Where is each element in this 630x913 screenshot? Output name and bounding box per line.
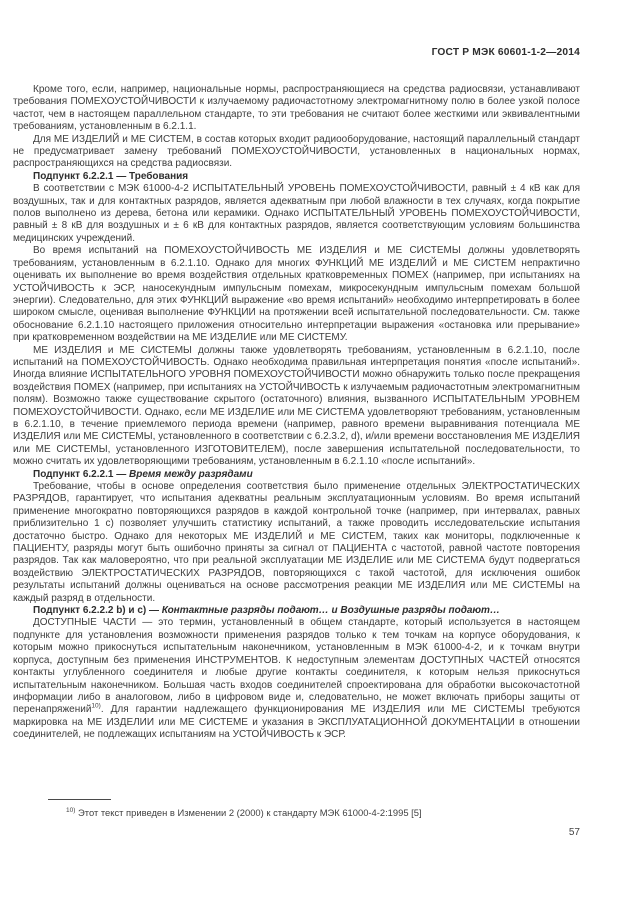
paragraph: Требование, чтобы в основе определения соответствия было применение отдельных ЭЛЕКТРОСТАТИЧЕСКИХ РАЗРЯДОВ, гарантирует, что испытания адекватны реальным эксплуатационным условиям. Во время испытаний применение многократно повторяющихся разрядов в каждой контрольной точке (например, при интервалах, равных приблизительно 1 с) позволяет улучшить статистику испытаний, а также проводить исследовательские испытания достаточно быстро. Однако для некоторых МЕ ИЗДЕЛИЙ и МЕ СИСТЕМ, таких как мониторы, подключенные к ПАЦИЕНТУ, разряды могут быть ошибочно приняты за сигнал от ПАЦИЕНТА с частотой, равной частоте повторения разрядов. Так как маловероятно, что при реальной эксплуатации МЕ ИЗДЕЛИЕ или МЕ СИСТЕМА будут подвергаться воздействию ЭЛЕКТРОСТАТИЧЕСКИХ РАЗРЯДОВ, повторяющихся с такой частотой, для исключения ошибок результаты испытаний должны оцениваться на основе рассмотрения реакции МЕ ИЗДЕЛИЯ или МЕ СИСТЕМЫ на каждый разряд в отдельности. <box>13 481 580 604</box>
footnote-block <box>13 799 580 819</box>
paragraph: Во время испытаний на ПОМЕХОУСТОЙЧИВОСТЬ МЕ ИЗДЕЛИЯ и МЕ СИСТЕМЫ должны удовлетворять требованиям, установленным в 6.2.1.10. Однако для многих ФУНКЦИЙ МЕ ИЗДЕЛИЙ и МЕ СИСТЕМ непрактично оценивать их выполнение во время воздействия отдельных кратковременных ПОМЕХ (например, при испытаниях на УСТОЙЧИВОСТЬ к ЭСР, наносекундным импульсным помехам, микросекундным импульсным помехам большой энергии). Следовательно, для этих ФУНКЦИЙ выражение «во время испытаний» необходимо интерпретировать в более широком смысле, оценивая выполнение ФУНКЦИИ на протяжении всей испытательной последовательности. См. также обоснование 6.2.1.10 настоящего приложения относительно интерпретации выражения «остановка или прерывание» при кратковременном воздействии на МЕ ИЗДЕЛИЕ или МЕ СИСТЕМУ. <box>13 245 580 344</box>
footnote-text-line <box>13 800 580 819</box>
heading-prefix: Подпункт 6.2.2.2 b) и c) — <box>33 605 162 617</box>
paragraph-with-footnote-ref <box>13 617 580 741</box>
document-body <box>13 84 580 742</box>
heading-prefix: Подпункт 6.2.2.1 — <box>33 170 129 182</box>
subclause-heading-requirements <box>13 171 580 183</box>
heading-title: Контактные разряды подают… и Воздушные разряды подают… <box>161 605 500 617</box>
paragraph-text: . Для гарантии надлежащего функционирования МЕ ИЗДЕЛИЯ или МЕ СИСТЕМЫ требуются маркировка на МЕ ИЗДЕЛИИ или МЕ СИСТЕМЕ и указания в ЭКСПЛУАТАЦИОННОЙ ДОКУМЕНТАЦИИ в отношении соединителей, не подлежащих испытаниям на УСТОЙЧИВОСТЬ к ЭСР. <box>13 704 580 741</box>
subclause-heading-contact-air-discharges <box>13 605 580 617</box>
heading-title: Время между разрядами <box>128 468 253 480</box>
footnote-marker: 10) <box>66 806 76 814</box>
paragraph: В соответствии с МЭК 61000-4-2 ИСПЫТАТЕЛЬНЫЙ УРОВЕНЬ ПОМЕХОУСТОЙЧИВОСТИ, равный ± 4 кВ как для воздушных, так и для контактных разрядов, является адекватным при любой влажности в тех случаях, когда покрытие полов выполнено из дерева, бетона или керамики. Однако ИСПЫТАТЕЛЬНЫЙ УРОВЕНЬ ПОМЕХОУСТОЙЧИВОСТИ, равный ± 8 кВ для воздушных и ± 6 кВ для контактных разрядов, является соответствующим условиям большинства медицинских учреждений. <box>13 183 580 244</box>
page-number: 57 <box>568 827 580 838</box>
paragraph: Для МЕ ИЗДЕЛИЙ и МЕ СИСТЕМ, в состав которых входит радиооборудование, настоящий параллельный стандарт не предусматривает замену требований ПОМЕХОУСТОЙЧИВОСТИ, установленных в национальных нормах, распространяющихся на средства радиосвязи. <box>13 133 580 170</box>
heading-prefix: Подпункт 6.2.2.1 — <box>33 468 129 480</box>
footnote-text: Этот текст приведен в Изменении 2 (2000) к стандарту МЭК 61000-4-2:1995 [5] <box>78 807 422 818</box>
paragraph-text: ДОСТУПНЫЕ ЧАСТИ — это термин, установленный в общем стандарте, который используется в настоящем подпункте для установления возможности применения разрядов только к тем точкам на корпусе оборудования, к которым можно прикоснуться испытательным наконечником, установленным в МЭК 61000-4-2, и к точкам внутри корпуса, доступным без применения ИНСТРУМЕНТОВ. К недоступным элементам ДОСТУПНЫХ ЧАСТЕЙ относятся контакты углубленного соединителя и любые другие контакты соединителя, к которым нельзя прикоснуться испытательным наконечником. Большая часть входов соединителей спроектирована для обработки высокочастотной информации либо в аналоговом, либо в цифровом виде и, следовательно, не может включать приборы защиты от перенапряжений <box>13 617 580 716</box>
document-code-header: ГОСТ Р МЭК 60601-1-2—2014 <box>431 47 580 58</box>
footnote-reference: 10) <box>91 702 101 710</box>
paragraph: МЕ ИЗДЕЛИЯ и МЕ СИСТЕМЫ должны также удовлетворять требованиям, установленным в 6.2.1.10, после испытаний на ПОМЕХОУСТОЙЧИВОСТЬ. Однако необходима правильная интерпретация понятия «после испытаний». Иногда влияние ИСПЫТАТЕЛЬНОГО УРОВНЯ ПОМЕХОУСТОЙЧИВОСТИ можно обнаружить только после прекращения воздействия ПОМЕХ (например, при испытаниях на УСТОЙЧИВОСТЬ к излучаемым радиочастотным электромагнитным полям). Возможно также существование скрытого (остаточного) влияния, вызванного ИСПЫТАТЕЛЬНЫМ УРОВНЕМ ПОМЕХОУСТОЙЧИВОСТИ. Однако, если МЕ ИЗДЕЛИЕ или МЕ СИСТЕМА удовлетворяют требованиям, установленным в 6.2.1.10, в течение приемлемого периода времени (например, равного времени выравнивания потенциала МЕ ИЗДЕЛИЯ или МЕ СИСТЕМЫ, установленного в соответствии с 6.2.3.2, d), и/или времени восстановления МЕ ИЗДЕЛИЯ или МЕ СИСТЕМЫ, установленного ИЗГОТОВИТЕЛЕМ), после завершения испытательной последовательности, то можно считать их удовлетворяющими требованиям, установленным в 6.2.1.10 «после испытаний». <box>13 344 580 468</box>
subclause-heading-time-between-discharges <box>13 469 580 481</box>
paragraph: Кроме того, если, например, национальные нормы, распространяющиеся на средства радиосвязи, устанавливают требования ПОМЕХОУСТОЙЧИВОСТИ к излучаемому радиочастотному электромагнитному полю в более узкой полосе частот, чем в настоящем параллельном стандарте, то эти требования не считают более жесткими или эквивалентными требованиям, установленным в 6.2.1.1. <box>13 84 580 133</box>
heading-title: Требования <box>128 170 189 182</box>
